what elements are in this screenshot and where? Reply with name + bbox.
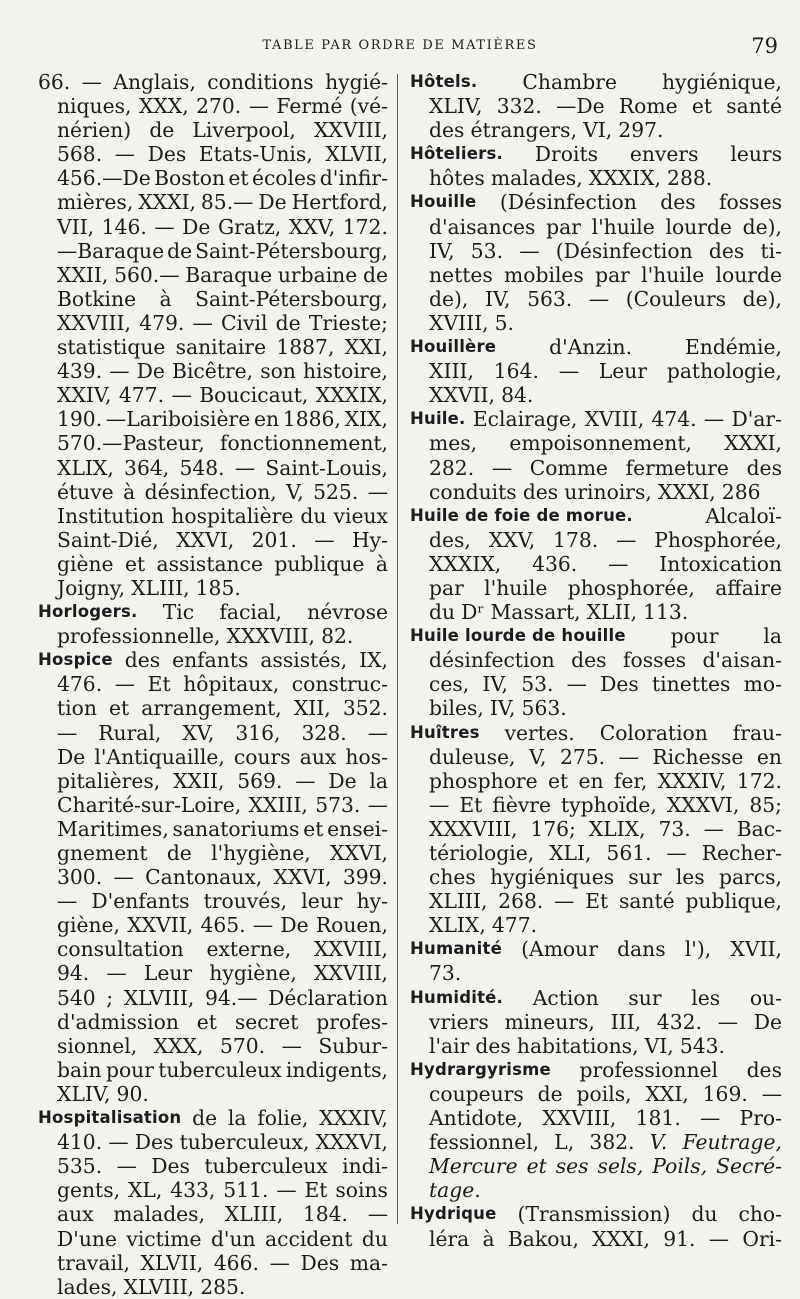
index-entry-line: gents, XL, 433, 511. — Et soins xyxy=(57,1178,388,1203)
index-entry-line: Maritimes, sanatoriums et ensei- xyxy=(57,816,388,841)
page-number: 79 xyxy=(751,34,778,58)
entry-headword: Hydrique xyxy=(410,1204,497,1224)
index-entry-line: 73. xyxy=(429,961,462,986)
index-entry-line: 300. — Cantonaux, XXVI, 399. xyxy=(57,865,388,890)
entry-headword: Houillère xyxy=(410,337,497,357)
index-entry-headword-line: Houille (Désinfection des fosses xyxy=(410,190,782,215)
column-divider xyxy=(397,74,398,1224)
index-entry-line: XLIV, 90. xyxy=(57,1081,149,1106)
entry-headword: Huîtres xyxy=(410,722,480,742)
index-entry-line: —Baraque de Saint-Pétersbourg, xyxy=(57,238,388,263)
index-entry-headword-line: Huile. Eclairage, XVIII, 474. — D'ar- xyxy=(410,407,782,432)
entry-headword: Huile de foie de morue. xyxy=(410,505,633,525)
index-entry-line: XLIX, 477. xyxy=(429,913,538,938)
index-entry-line: XXII, 560.— Baraque urbaine de xyxy=(57,262,388,287)
index-entry-line: 94. — Leur hygiène, XXVIII, xyxy=(57,961,388,986)
index-entry-line: gnement de l'hygiène, XXVI, xyxy=(57,841,388,865)
index-entry-line: des, XXV, 178. — Phosphorée, xyxy=(429,527,782,552)
left-column xyxy=(38,70,388,1299)
index-entry-line: XIII, 164. — Leur pathologie, xyxy=(429,359,782,384)
index-entry-line: par l'huile phosphorée, affaire xyxy=(429,575,782,600)
index-entry-headword-line: Horlogers. Tic facial, névrose xyxy=(38,600,388,625)
index-entry-line: l'air des habitations, VI, 543. xyxy=(429,1033,725,1058)
index-entry-line: statistique sanitaire 1887, XXI, xyxy=(57,335,388,360)
index-entry-line: 439. — De Bicêtre, son histoire, xyxy=(57,359,388,384)
index-entry-line: conduits des urinoirs, XXXI, 286 xyxy=(429,479,761,504)
index-entry-line: giène, XXVII, 465. — De Rouen, xyxy=(57,913,388,938)
index-entry-line: De l'Antiquaille, cours aux hos- xyxy=(57,744,388,769)
index-entry-line: D'une victime d'un accident du xyxy=(57,1226,388,1251)
index-entry-line: hôtes malades, XXXIX, 288. xyxy=(429,166,713,191)
index-entry-line: d'aisances par l'huile lourde de), xyxy=(429,214,782,239)
index-entry-line: — Rural, XV, 316, 328. — xyxy=(57,720,388,745)
index-entry-line: XXXVIII, 176; XLIX, 73. — Bac- xyxy=(429,816,782,841)
index-entry-line: coupeurs de poils, XXI, 169. — xyxy=(429,1081,782,1106)
index-entry-line: Mercure et ses sels, Poils, Secré- xyxy=(429,1154,782,1179)
index-entry-line: XXVII, 84. xyxy=(429,383,534,408)
index-entry-line: — Et fièvre typhoïde, XXXVI, 85; xyxy=(429,792,782,817)
index-entry-line: XVIII, 5. xyxy=(429,310,515,335)
index-entry-headword-line: Hydrique (Transmission) du cho- xyxy=(410,1202,782,1227)
index-entry-line: professionnelle, XXXVIII, 82. xyxy=(57,624,354,649)
index-entry-line: tériologie, XLI, 561. — Recher- xyxy=(429,841,782,865)
index-entry-headword-line: Houillère d'Anzin. Endémie, xyxy=(410,335,782,360)
index-entry-headword-line: Huîtres vertes. Coloration frau- xyxy=(410,720,782,745)
index-entry-line: consultation externe, XXVIII, xyxy=(57,937,388,962)
index-entry-line: XXVIII, 479. — Civil de Trieste; xyxy=(57,310,388,335)
index-entry-line: XXIV, 477. — Boucicaut, XXXIX, xyxy=(57,383,388,408)
index-entry-line: 540 ; XLVIII, 94.— Déclaration xyxy=(57,985,388,1010)
index-entry-line: ches hygiéniques sur les parcs, xyxy=(429,865,782,890)
index-entry-line: phosphore et en fer, XXXIV, 172. xyxy=(429,768,782,793)
index-entry-line: XLIV, 332. —De Rome et santé xyxy=(429,94,782,119)
index-entry-line: Institution hospitalière du vieux xyxy=(57,503,388,528)
index-entry-line: niques, XXX, 270. — Fermé (vé- xyxy=(57,94,388,119)
index-entry-headword-line: Hospice des enfants assistés, IX, xyxy=(38,648,388,673)
index-entry-line: ces, IV, 53. — Des tinettes mo- xyxy=(429,672,782,697)
index-entry-line: nettes mobiles par l'huile lourde xyxy=(429,262,782,287)
index-entry-line: tage. xyxy=(429,1178,481,1203)
index-entry-line: travail, XLVII, 466. — Des ma- xyxy=(57,1250,388,1275)
entry-headword: Hospitalisation xyxy=(38,1108,182,1128)
index-entry-line: 190. —Lariboisière en 1886, XIX, xyxy=(57,407,388,432)
entry-headword: Hôteliers. xyxy=(410,144,503,164)
index-entry-line: léra à Bakou, XXXI, 91. — Ori- xyxy=(429,1226,782,1251)
entry-headword: Humanité xyxy=(410,939,502,959)
index-entry-line: biles, IV, 563. xyxy=(429,696,567,721)
index-entry-line: 568. — Des Etats-Unis, XLVII, xyxy=(57,142,388,167)
index-entry-line: aux malades, XLIII, 184. — xyxy=(57,1202,388,1227)
entry-headword: Horlogers. xyxy=(38,602,138,622)
index-entry-line: VII, 146. — De Gratz, XXV, 172. xyxy=(57,214,388,239)
entry-headword: Hydrargyrisme xyxy=(410,1059,551,1079)
entry-headword: Hôtels. xyxy=(410,72,478,91)
entry-headword: Humidité. xyxy=(410,987,504,1007)
index-entry-line: duleuse, V, 275. — Richesse en xyxy=(429,744,782,769)
index-entry-line: 456.—De Boston et écoles d'infir- xyxy=(57,166,388,191)
entry-headword: Houille xyxy=(410,192,477,212)
index-entry-line: Antidote, XXVIII, 181. — Pro- xyxy=(429,1106,782,1131)
right-column xyxy=(410,70,782,1251)
index-entry-line: 570.—Pasteur, fonctionnement, xyxy=(57,431,388,456)
index-entry-line: fessionnel, L, 382. V. Feutrage, xyxy=(429,1130,782,1155)
index-entry-line: XXXIX, 436. — Intoxication xyxy=(429,551,782,576)
index-entry-line: giène et assistance publique à xyxy=(57,551,388,576)
index-entry-line: mes, empoisonnement, XXXI, xyxy=(429,431,782,456)
index-entry-line: Botkine à Saint-Pétersbourg, xyxy=(57,286,388,311)
index-entry-line: — D'enfants trouvés, leur hy- xyxy=(57,889,388,914)
index-entry-headword-line: Hôteliers. Droits envers leurs xyxy=(410,142,782,167)
index-entry-line: du Dʳ Massart, XLII, 113. xyxy=(429,600,689,625)
index-entry-line: XLIX, 364, 548. — Saint-Louis, xyxy=(57,455,388,480)
index-entry-line: de), IV, 563. — (Couleurs de), xyxy=(429,286,782,311)
index-entry-line: lades, XLVIII, 285. xyxy=(57,1274,246,1299)
index-entry-line: Joigny, XLIII, 185. xyxy=(57,575,241,600)
index-entry-line: Saint-Dié, XXVI, 201. — Hy- xyxy=(57,527,388,552)
index-entry-line: Charité-sur-Loire, XXIII, 573. — xyxy=(57,792,388,817)
entry-headword: Huile. xyxy=(410,409,466,429)
entry-headword: Huile lourde de houille xyxy=(410,626,626,646)
index-entry-line: mières, XXXI, 85.— De Hertford, xyxy=(57,190,388,215)
running-head xyxy=(0,34,800,58)
index-entry-line: 410. — Des tuberculeux, XXXVI, xyxy=(57,1130,388,1155)
index-entry-headword-line: Humanité (Amour dans l'), XVII, xyxy=(410,937,782,962)
index-entry-headword-line: Huile lourde de houille pour la xyxy=(410,624,782,649)
index-entry-line: IV, 53. — (Désinfection des ti- xyxy=(429,238,782,263)
index-entry-line: tion et arrangement, XII, 352. xyxy=(57,696,388,721)
index-entry-line: 535. — Des tuberculeux indi- xyxy=(57,1154,388,1179)
index-entry-line: d'admission et secret profes- xyxy=(57,1009,388,1034)
entry-headword: Hospice xyxy=(38,650,113,670)
index-entry-headword-line: Hydrargyrisme professionnel des xyxy=(410,1057,782,1082)
index-entry-line: XLIII, 268. — Et santé publique, xyxy=(429,889,782,914)
index-entry-headword-line: Humidité. Action sur les ou- xyxy=(410,985,782,1010)
index-entry-line: étuve à désinfection, V, 525. — xyxy=(57,479,388,504)
index-entry-line: 66. — Anglais, conditions hygié- xyxy=(38,70,388,94)
index-entry-headword-line: Hospitalisation de la folie, XXXIV, xyxy=(38,1106,388,1131)
index-entry-headword-line: Hôtels. Chambre hygiénique, xyxy=(410,70,782,94)
index-entry-line: 282. — Comme fermeture des xyxy=(429,455,782,480)
index-entry-line: 476. — Et hôpitaux, construc- xyxy=(57,672,388,697)
running-head-title: TABLE PAR ORDRE DE MATIÈRES xyxy=(262,38,538,53)
index-entry-line: vriers mineurs, III, 432. — De xyxy=(429,1009,782,1034)
index-entry-line: bain pour tuberculeux indigents, xyxy=(57,1057,388,1082)
index-entry-line: des étrangers, VI, 297. xyxy=(429,118,664,143)
index-entry-headword-line: Huile de foie de morue. Alcaloï- xyxy=(410,503,782,528)
index-entry-line: pitalières, XXII, 569. — De la xyxy=(57,768,388,793)
index-entry-line: sionnel, XXX, 570. — Subur- xyxy=(57,1033,388,1058)
index-entry-line: désinfection des fosses d'aisan- xyxy=(429,648,782,673)
index-entry-line: nérien) de Liverpool, XXVIII, xyxy=(57,118,388,143)
